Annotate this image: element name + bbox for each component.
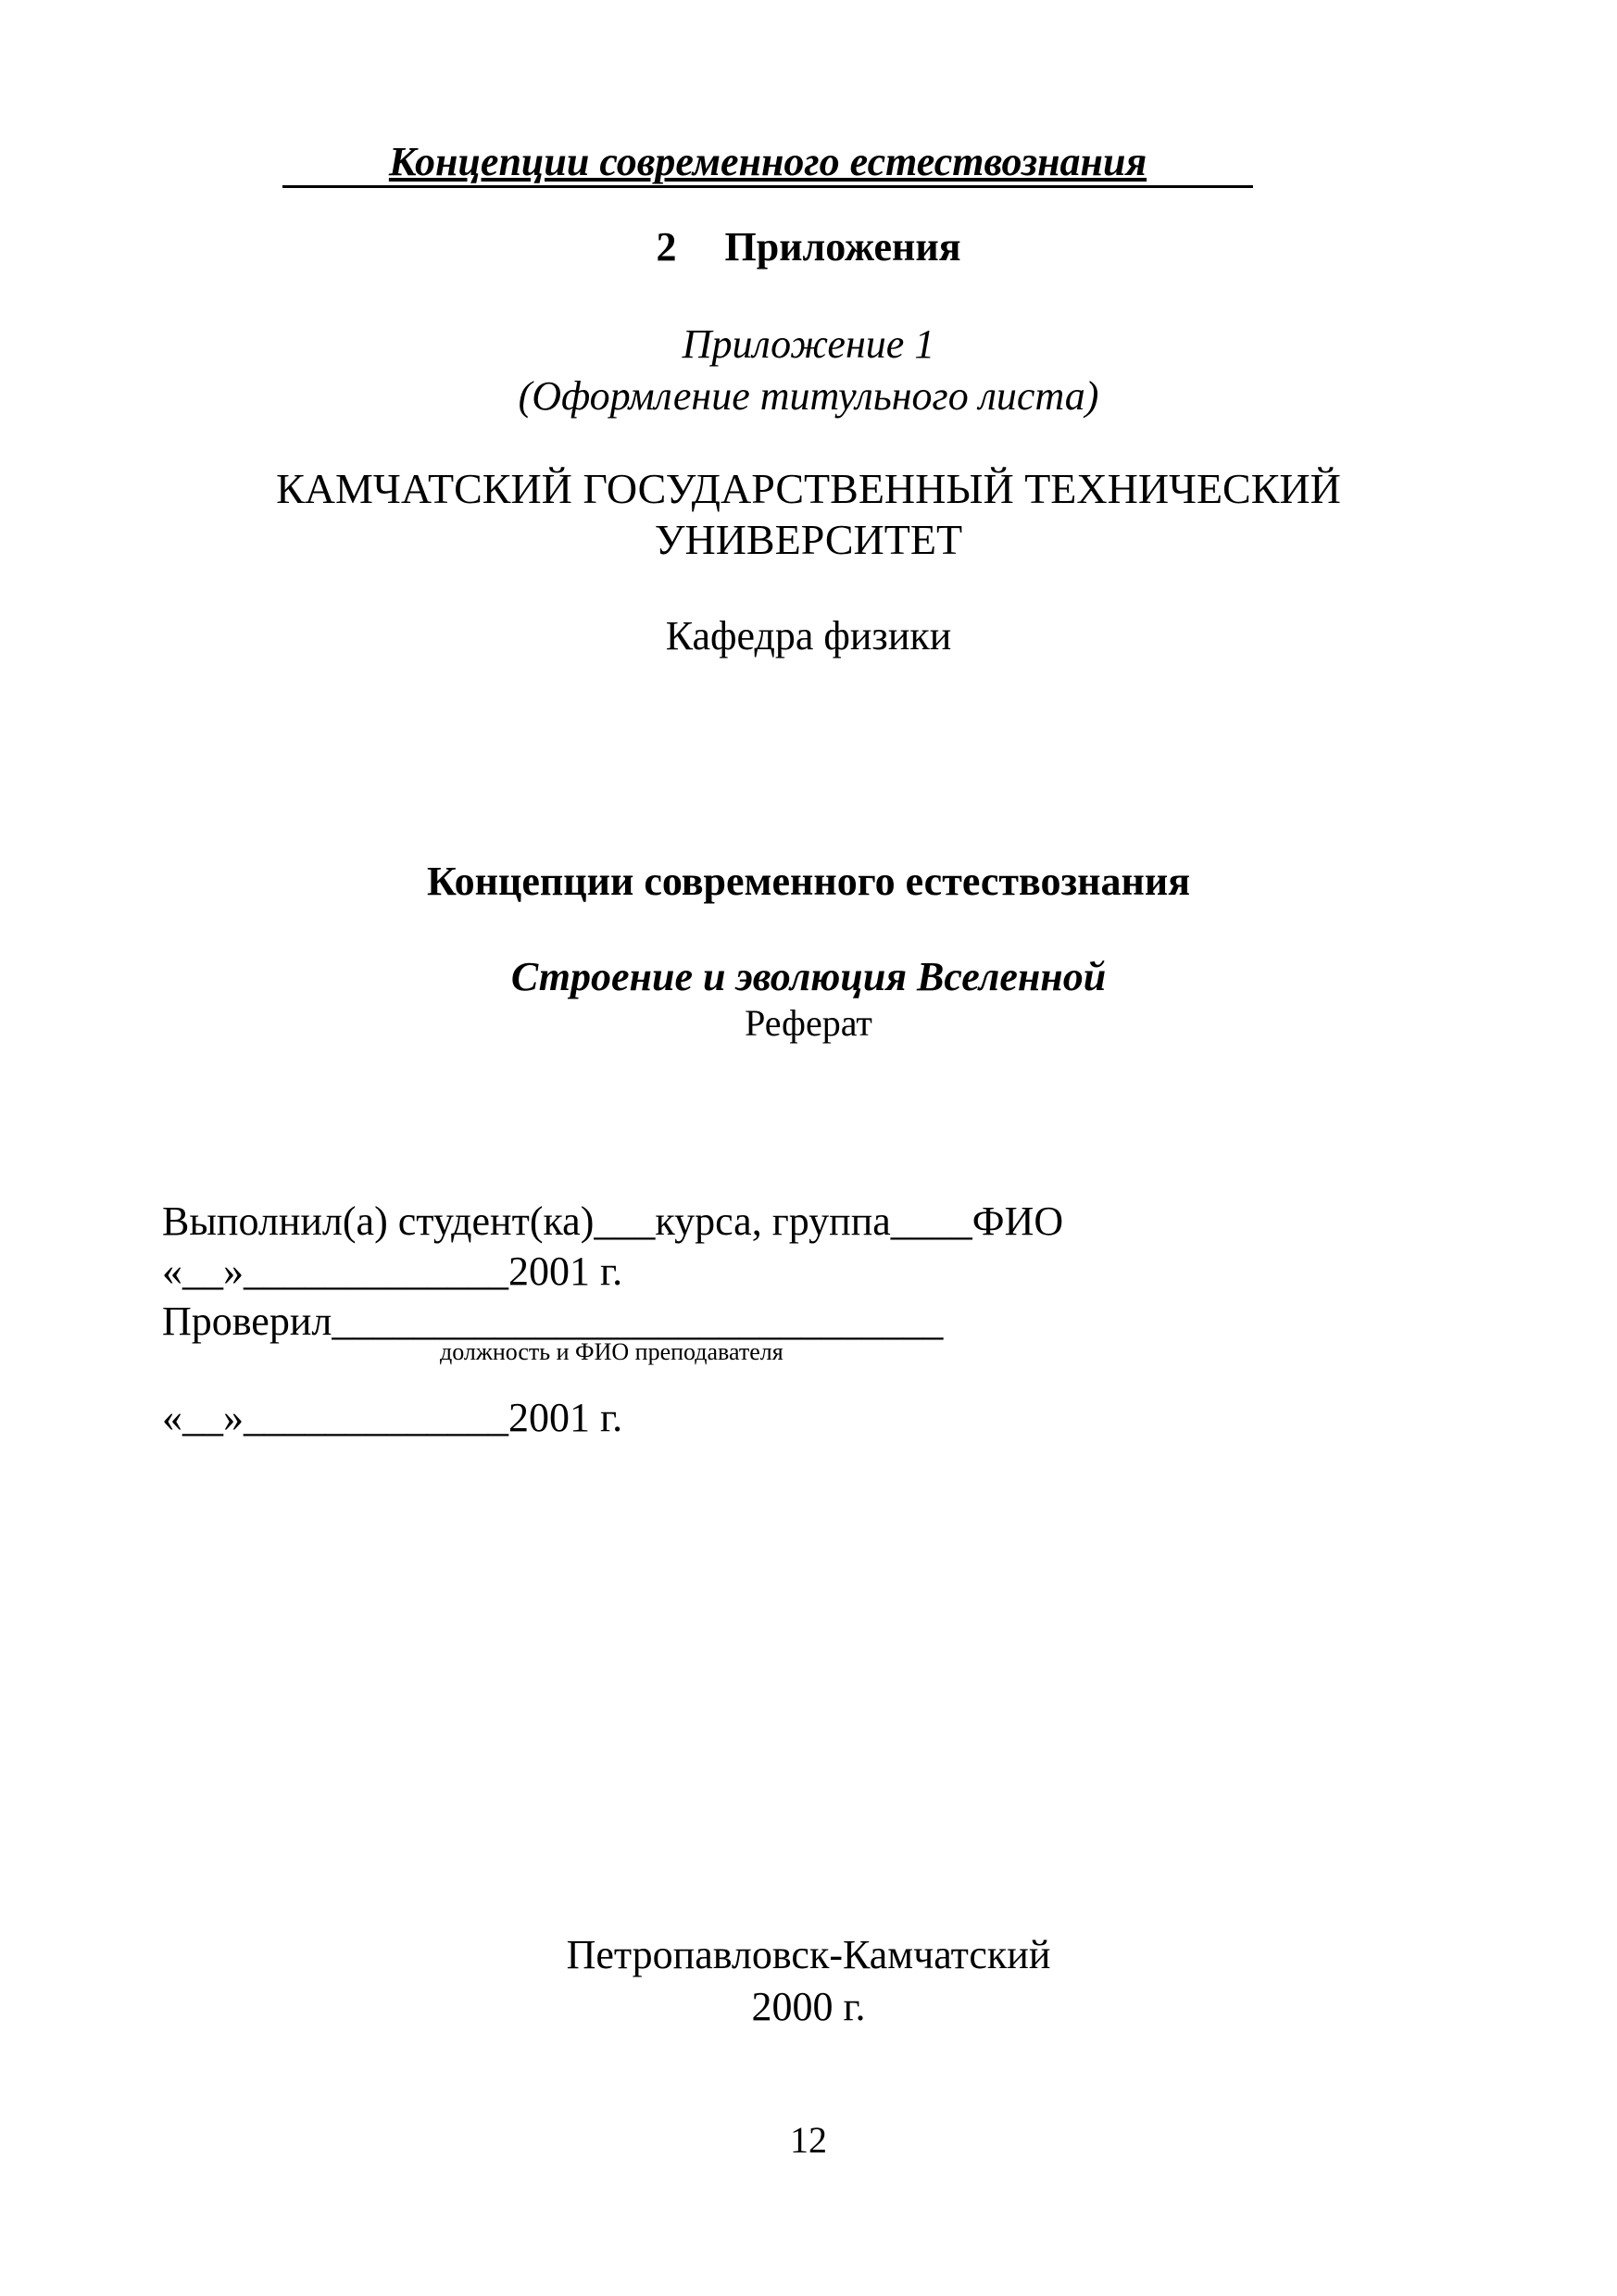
year: 2000 г.: [751, 1984, 866, 2029]
university-name-line1: КАМЧАТСКИЙ ГОСУДАРСТВЕННЫЙ ТЕХНИЧЕСКИЙ: [276, 465, 1341, 512]
city-name: Петропавловск-Камчатский: [566, 1932, 1051, 1977]
submission-date-line: «__»_____________2001 г.: [162, 1248, 623, 1294]
appendix-subtitle: (Оформление титульного листа): [518, 373, 1099, 419]
page-number: 12: [790, 2119, 827, 2161]
section-number: 2: [656, 224, 677, 270]
running-header: Концепции современного естествознания: [282, 139, 1253, 188]
checked-by-line: Проверил______________________________: [162, 1299, 944, 1344]
check-date-line: «__»_____________2001 г.: [162, 1395, 623, 1440]
course-title: Концепции современного естествознания: [426, 859, 1191, 904]
teacher-hint: должность и ФИО преподавателя: [440, 1338, 783, 1365]
university-name-line2: УНИВЕРСИТЕТ: [654, 516, 963, 563]
student-line: Выполнил(а) студент(ка)___курса, группа____ФИО: [162, 1198, 1064, 1244]
section-heading: [0, 222, 1617, 272]
section-title: Приложения: [724, 224, 961, 270]
work-title: Строение и эволюция Вселенной: [510, 954, 1107, 999]
department-name: Кафедра физики: [665, 613, 952, 659]
work-type: Реферат: [745, 1002, 872, 1044]
appendix-label: Приложение 1: [682, 321, 935, 367]
